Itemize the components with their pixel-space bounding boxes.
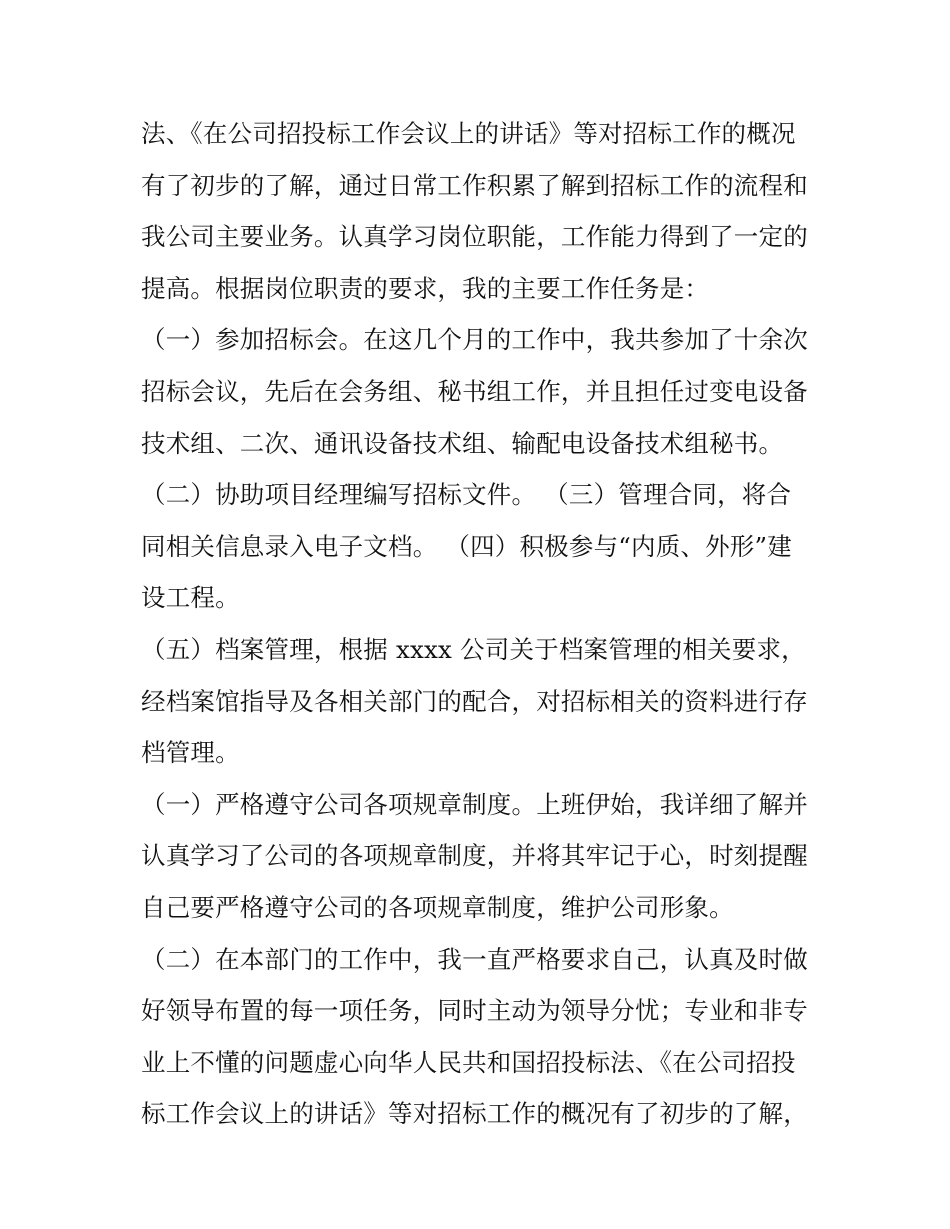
text-line: 提高。根据岗位职责的要求，我的主要工作任务是： — [141, 273, 710, 303]
text-line: 认真学习了公司的各项规章制度，并将其牢记于心，时刻提醒 — [141, 841, 808, 871]
text-line: （二）协助项目经理编写招标文件。 （三）管理合同，将合 — [141, 480, 792, 510]
text-line: 法、《在公司招投标工作会议上的讲话》等对招标工作的概况 — [141, 119, 796, 148]
text-line: 标工作会议上的讲话》等对招标工作的概况有了初步的了解， — [141, 1099, 808, 1129]
text-line: 我公司主要业务。认真学习岗位职能，工作能力得到了一定的 — [141, 222, 808, 252]
text-line: 技术组、二次、通讯设备技术组、输配电设备技术组秘书。 — [141, 428, 784, 458]
text-line: （一）参加招标会。在这几个月的工作中，我共参加了十余次 — [141, 325, 808, 355]
text-line: 有了初步的了解，通过日常工作积累了解到招标工作的流程和 — [141, 170, 808, 200]
text-line: 招标会议，先后在会务组、秘书组工作，并且担任过变电设备 — [141, 376, 808, 406]
text-line: 同相关信息录入电子文档。 （四）积极参与“内质、外形”建 — [141, 531, 792, 561]
document-body — [141, 108, 831, 1140]
text-line: 经档案馆指导及各相关部门的配合，对招标相关的资料进行存 — [141, 686, 808, 716]
text-line: （一）严格遵守公司各项规章制度。上班伊始，我详细了解并 — [141, 789, 808, 819]
text-line: 档管理。 — [141, 738, 240, 768]
text-line: （二）在本部门的工作中，我一直严格要求自己，认真及时做 — [141, 944, 808, 974]
text-line: 业上不懂的问题虚心向华人民共和国招投标法、《在公司招投 — [141, 1047, 796, 1077]
text-line: 设工程。 — [141, 583, 240, 613]
text-line: （五）档案管理，根据 xxxx 公司关于档案管理的相关要求， — [141, 634, 806, 664]
text-line: 好领导布置的每一项任务，同时主动为领导分忧；专业和非专 — [141, 996, 808, 1026]
text-line: 自己要严格遵守公司的各项规章制度，维护公司形象。 — [141, 892, 734, 922]
